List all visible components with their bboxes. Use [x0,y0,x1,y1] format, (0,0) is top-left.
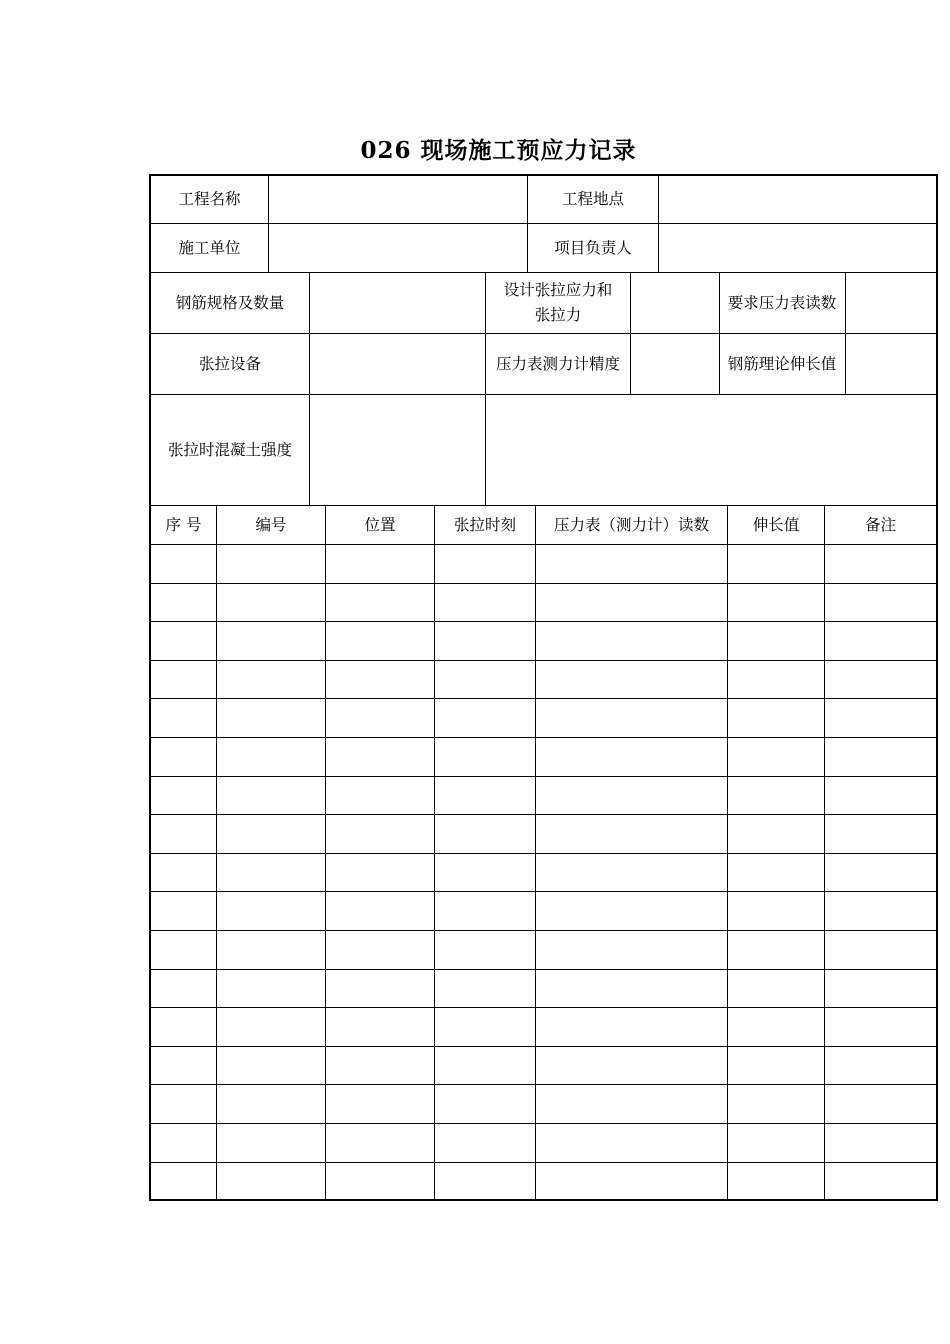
label-rebar-theoretical-elongation: 钢筋理论伸长值 [727,354,837,373]
table-cell[interactable] [825,1047,936,1084]
table-cell[interactable] [326,931,434,968]
col-header-gauge-reading: 压力表（测力计）读数 [553,515,709,534]
field-rebar-theoretical-elongation[interactable] [846,334,936,394]
table-cell[interactable] [217,1163,325,1200]
table-cell[interactable] [435,777,535,814]
table-cell[interactable] [435,970,535,1007]
table-cell[interactable] [326,584,434,621]
table-cell[interactable] [326,622,434,659]
label-design-tension: 设计张拉应力和张拉力 [503,281,613,324]
field-project-manager[interactable] [659,224,936,272]
table-cell[interactable] [217,545,325,582]
table-cell[interactable] [825,777,936,814]
col-divider [719,272,720,394]
table-cell[interactable] [536,777,727,814]
table-cell[interactable] [151,777,216,814]
table-cell[interactable] [536,815,727,852]
table-cell[interactable] [728,622,824,659]
table-cell[interactable] [326,699,434,736]
table-cell[interactable] [151,892,216,929]
table-cell[interactable] [326,1047,434,1084]
table-cell[interactable] [536,892,727,929]
table-cell[interactable] [217,854,325,891]
label-gauge-precision: 压力表测力计精度 [495,354,620,373]
table-cell[interactable] [536,584,727,621]
table-cell[interactable] [728,1085,824,1122]
table-cell[interactable] [728,854,824,891]
table-cell[interactable] [728,931,824,968]
table-cell[interactable] [825,1008,936,1045]
table-cell[interactable] [536,738,727,775]
table-cell[interactable] [326,1163,434,1200]
table-cell[interactable] [536,931,727,968]
table-cell[interactable] [728,892,824,929]
table-cell[interactable] [435,622,535,659]
table-cell[interactable] [536,661,727,698]
table-cell[interactable] [536,545,727,582]
table-cell[interactable] [217,970,325,1007]
field-tension-equipment[interactable] [310,334,485,394]
table-cell[interactable] [217,622,325,659]
table-cell[interactable] [825,854,936,891]
table-cell[interactable] [326,545,434,582]
table-cell[interactable] [825,738,936,775]
table-cell[interactable] [435,661,535,698]
table-cell[interactable] [217,1124,325,1161]
col-header-elongation: 伸长值 [752,515,800,534]
col-header-remarks: 备注 [864,515,896,534]
table-cell[interactable] [217,815,325,852]
page-title: 026 现场施工预应力记录 [360,137,637,164]
field-design-tension[interactable] [631,273,719,333]
field-gauge-precision[interactable] [631,334,719,394]
table-cell[interactable] [536,970,727,1007]
table-cell[interactable] [151,1163,216,1200]
table-cell[interactable] [825,931,936,968]
table-cell[interactable] [728,738,824,775]
col-header-seq: 序 号 [165,515,202,534]
table-cell[interactable] [151,699,216,736]
table-cell[interactable] [151,622,216,659]
table-cell[interactable] [825,661,936,698]
table-cell[interactable] [728,1163,824,1200]
table-cell[interactable] [728,1124,824,1161]
table-cell[interactable] [825,970,936,1007]
table-cell[interactable] [435,1047,535,1084]
table-cell[interactable] [151,1008,216,1045]
table-cell[interactable] [151,1047,216,1084]
table-cell[interactable] [435,738,535,775]
field-project-name[interactable] [269,176,527,223]
table-cell[interactable] [825,699,936,736]
table-cell[interactable] [217,738,325,775]
table-cell[interactable] [151,738,216,775]
field-concrete-strength[interactable] [310,395,485,505]
table-cell[interactable] [151,931,216,968]
label-project-manager: 项目负责人 [554,238,632,257]
table-cell[interactable] [217,931,325,968]
table-cell[interactable] [435,1085,535,1122]
table-cell[interactable] [326,970,434,1007]
table-cell[interactable] [825,1124,936,1161]
notes-area[interactable] [486,395,936,505]
label-construction-unit: 施工单位 [178,238,241,257]
field-rebar-spec-qty[interactable] [310,273,485,333]
table-cell[interactable] [825,1163,936,1200]
table-cell[interactable] [536,622,727,659]
table-cell[interactable] [151,661,216,698]
table-cell[interactable] [825,815,936,852]
label-required-gauge-reading: 要求压力表读数 [727,293,837,312]
table-cell[interactable] [151,854,216,891]
table-cell[interactable] [536,854,727,891]
table-cell[interactable] [151,545,216,582]
table-cell[interactable] [435,1008,535,1045]
table-cell[interactable] [536,699,727,736]
table-cell[interactable] [326,738,434,775]
table-cell[interactable] [326,777,434,814]
label-project-name: 工程名称 [178,190,241,208]
table-cell[interactable] [728,970,824,1007]
table-cell[interactable] [217,699,325,736]
table-cell[interactable] [728,1047,824,1084]
table-cell[interactable] [825,892,936,929]
field-construction-unit[interactable] [269,224,527,272]
table-cell[interactable] [435,545,535,582]
table-cell[interactable] [217,584,325,621]
table-cell[interactable] [435,892,535,929]
table-cell[interactable] [536,1047,727,1084]
table-cell[interactable] [435,854,535,891]
table-cell[interactable] [435,815,535,852]
col-header-tension-time: 张拉时刻 [453,515,516,534]
table-cell[interactable] [326,815,434,852]
table-cell[interactable] [825,1085,936,1122]
table-cell[interactable] [435,584,535,621]
table-cell[interactable] [728,1008,824,1045]
col-header-position: 位置 [364,515,396,534]
table-cell[interactable] [326,1085,434,1122]
label-tension-equipment: 张拉设备 [198,354,261,373]
table-cell[interactable] [217,1085,325,1122]
table-cell[interactable] [217,892,325,929]
table-cell[interactable] [151,815,216,852]
table-cell[interactable] [825,584,936,621]
table-cell[interactable] [326,661,434,698]
table-cell[interactable] [217,777,325,814]
table-cell[interactable] [728,545,824,582]
table-cell[interactable] [435,931,535,968]
table-cell[interactable] [326,854,434,891]
table-cell[interactable] [435,699,535,736]
table-cell[interactable] [728,661,824,698]
label-concrete-strength: 张拉时混凝土强度 [167,440,292,459]
table-cell[interactable] [151,1124,216,1161]
table-cell[interactable] [217,1008,325,1045]
table-cell[interactable] [326,892,434,929]
table-cell[interactable] [728,699,824,736]
table-cell[interactable] [435,1124,535,1161]
table-cell[interactable] [536,1008,727,1045]
table-cell[interactable] [217,661,325,698]
label-rebar-spec-qty: 钢筋规格及数量 [175,293,285,312]
table-cell[interactable] [435,1163,535,1200]
table-cell[interactable] [728,815,824,852]
table-cell[interactable] [728,584,824,621]
table-cell[interactable] [151,1085,216,1122]
table-cell[interactable] [536,1085,727,1122]
field-required-gauge-reading[interactable] [846,273,936,333]
field-project-location[interactable] [659,176,936,223]
table-cell[interactable] [151,584,216,621]
table-cell[interactable] [825,545,936,582]
table-cell[interactable] [326,1124,434,1161]
label-project-location: 工程地点 [561,190,624,208]
table-cell[interactable] [536,1163,727,1200]
table-cell[interactable] [728,777,824,814]
col-header-number: 编号 [255,515,287,534]
table-cell[interactable] [217,1047,325,1084]
table-cell[interactable] [326,1008,434,1045]
table-cell[interactable] [151,970,216,1007]
table-cell[interactable] [536,1124,727,1161]
table-cell[interactable] [825,622,936,659]
